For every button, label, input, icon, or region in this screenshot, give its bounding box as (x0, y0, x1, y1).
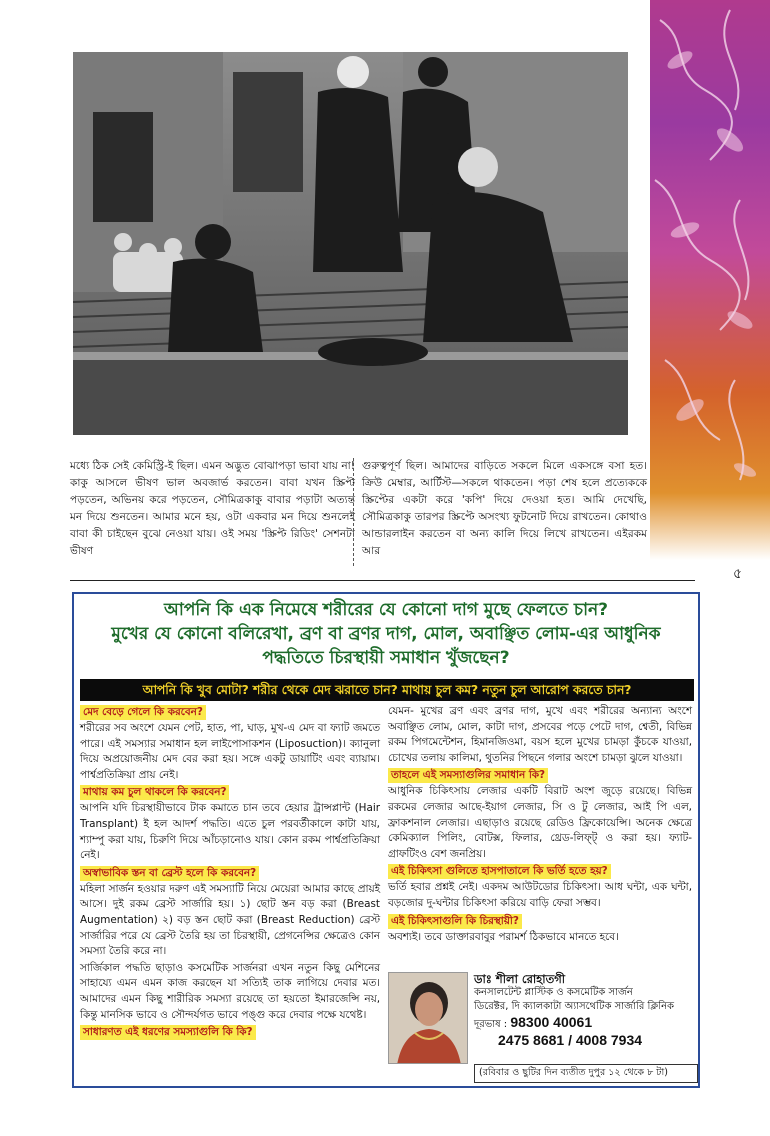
answer-breast: মহিলা সার্জন হওয়ার দরুণ এই সমস্যাটি নিয়ে মেয়েরা আমার কাছে প্রায়ই আসে। দুই রকম ব্রেস্ট সার্জারি হয়। ১) ছোট স্তন বড় করা (Breast Augmentation) ২) বড় স্তন ছোট করা (Breast Reduction) ব্রেস্ট সার্জারির পরে যে ব্রেস্ট তৈরি হয় তা চিরস্থায়ী, প্রেগনেন্সির ক্ষেত্রেও কোন সমস্যা তৈরি করে না। (80, 882, 380, 958)
doctor-name: ডাঃ শীলা রোহাতগী (474, 972, 566, 986)
ad-banner: আপনি কি খুব মোটা? শরীর থেকে মেদ ঝরাতে চান? মাথায় চুল কম? নতুন চুল আরোপ করতে চান? (80, 679, 694, 701)
question-common-problems: সাধারণত এই ধরণের সমস্যাগুলি কি কি? (80, 1025, 256, 1040)
question-breast: অস্বাভাবিক স্তন বা ব্রেস্ট হলে কি করবেন? (80, 866, 259, 881)
article-column-right: গুরুত্বপূর্ণ ছিল। আমাদের বাড়িতে সকলে মিলে একসঙ্গে বসা হত। ক্রিউ মেম্বার, আর্টিস্ট—সকলে থাকতেন। পড়া শেষ হলে প্রত্যেককে স্ক্রিপ্টের একটা করে 'কপি' দিয়ে দেওয়া হত। আমি দেখেছি, সৌমিত্রকাকু তারপর স্ক্রিপ্টে অসংখ্য ফুটনোট দিয়ে রাখতেন। কোথাও আন্ডারলাইন করতেন বা অন্য কালি দিয়ে লিখে রাখতেন। এইরকম আর (362, 460, 647, 557)
answer-machines: সার্জিকাল পদ্ধতি ছাড়াও কসমেটিক সার্জনরা এখন নতুন কিছু মেশিনের সাহায্যে এমন এমন কাজ করছেন যা সত্যিই তাক লাগিয়ে দেবার মত। আমাদের এমন কিছু শারীরিক সমস্যা রয়েছে তা হয়তো ইমারজেন্সি নয়, কিন্তু মানসিক ভাবে ও সৌন্দর্যগত ভাবে পঙ্গু করে দেবার পক্ষে যথেষ্ট। (80, 961, 380, 1021)
question-permanent: এই চিকিৎসাগুলি কি চিরস্থায়ী? (388, 914, 522, 929)
ad-column-left (80, 704, 380, 1041)
phone-label: দূরভাষ : (474, 1019, 508, 1030)
question-solution: তাহলে এই সমস্যাগুলির সমাধান কি? (388, 768, 548, 783)
section-divider (70, 580, 695, 581)
question-hospital: এই চিকিৎসা গুলিতে হাসপাতালে কি ভর্তি হতে হয়? (388, 864, 611, 879)
doctor-title: কনসালটেন্ট প্লাস্টিক ও কসমেটিক সার্জন (474, 987, 633, 998)
clinic-advertisement (72, 592, 700, 1088)
answer-solution: আধুনিক চিকিৎসায় লেজার একটি বিরাট অংশ জুড়ে রয়েছে। বিভিন্ন রকমের লেজার আছে-ইয়াগ লেজার, সি ও টু লেজার, আই পি এল, ফ্রাকশনাল লেজার। এছাড়াও রয়েছে রেডিও ফ্রিকোয়েন্সি। অনেক ক্ষেত্রে কেমিক্যাল পিলিং, বোটক্স, ফিলার, থ্রেড-লিফ্ট্ ও করা হয়। ফ্যাট-গ্রাফটিংও বেশ জনপ্রিয়। (388, 785, 692, 860)
answer-hair: আপনি যদি চিরস্থায়ীভাবে টাক কমাতে চান তবে হেয়ার ট্রান্সপ্লান্ট (Hair Transplant) ই হল আদর্শ পদ্ধতি। এতে চুল পরবর্তীকালে কাটা যায়, শ্যাম্পু করা যায়, চিরুণি দিয়ে আঁচড়ানোও যায়। কোন রকম পার্শ্বপ্রতিক্রিয়া নেই। (80, 802, 380, 862)
phone-number-mobile[interactable]: 98300 40061 (510, 1014, 593, 1030)
doctor-contact (474, 972, 694, 1049)
article-photo (73, 52, 628, 435)
answer-common-problems: যেমন- মুখের ব্রণ এবং ব্রণর দাগ, মুখে এবং শরীরের অন্যান্য অংশে অবাঞ্ছিত লোম, মোল, কাটা দাগ, প্রসবের পড়ে পেটে দাগ, শ্বেতী, বিভিন্ন রকম পিগমেন্টেশন, হিমানজিওমা, বয়স হলে মুখের চামড়া কুঁচকে যাওয়া, চোখের তলায় কালিমা, থুতনির পিছনে গলার অংশে চামড়া ঝুলে যাওয়া। (388, 705, 692, 764)
column-divider (353, 458, 354, 566)
ad-column-right (388, 704, 692, 946)
clinic-timing: (রবিবার ও ছুটির দিন ব্যতীত দুপুর ১২ থেকে ৮ টা) (474, 1064, 698, 1083)
ad-headline-line-2: মুখের যে কোনো বলিরেখা, ব্রণ বা ব্রণর দাগ, মোল, অবাঞ্ছিত লোম-এর আধুনিক (111, 624, 661, 644)
article-column-left: মধ্যে ঠিক সেই কেমিস্ট্রি-ই ছিল। এমন অদ্ভুত বোঝাপড়া ভাবা যায় না! কাকু আসলে ভীষণ ভাল অবজার্ভ করতেন। বাবা যখন স্ক্রিপ্ট পড়তেন, অভিনয় করে পড়তেন, সৌমিত্রকাকু বাবার পড়াটা অত্যন্ত মন দিয়ে শুনতেন। আমার মনে হয়, ওটা একবার মন দিয়ে শুনলেই বাবা কী চাইছেন বুঝে নেওয়া যায়। ওই সময় 'স্ক্রিপ্ট রিডিং' সেশনটা ভীষণ (70, 460, 355, 557)
doctor-clinic: ডিরেক্টর, দি ক্যালকাটা অ্যাসথেটিক সার্জারি ক্লিনিক (474, 1001, 675, 1012)
answer-fat: শরীরের সব অংশে যেমন পেট, হাত, পা, ঘাড়, মুখ-এ মেদ বা ফ্যাট জমতে পারে। এই সমস্যার সমাধান হল লাইপোসাকশন (Liposuction)। ক্যানুলা দিয়ে অপ্রয়োজনীয় মেদ বের করা হয়। সঙ্গে একটু ডায়াটিং এবং ব্যায়াম। পার্শ্বপ্রতিক্রিয়া প্রায় নেই। (80, 722, 380, 781)
ad-headline-line-1: আপনি কি এক নিমেষে শরীরের যে কোনো দাগ মুছে ফেলতে চান? (163, 600, 609, 620)
doctor-photo (388, 972, 468, 1064)
ad-headline (74, 594, 698, 680)
phone-number-landline[interactable]: 2475 8681 / 4008 7934 (498, 1032, 643, 1048)
doctor-portrait-graphic (389, 973, 468, 1064)
page-number: ৫ (733, 566, 743, 582)
question-fat: মেদ বেড়ে গেলে কি করবেন? (80, 705, 206, 720)
question-hair: মাথায় কম চুল থাকলে কি করবেন? (80, 785, 229, 800)
ad-headline-line-3: পদ্ধতিতে চিরস্থায়ী সমাধান খুঁজছেন? (262, 648, 510, 668)
decorative-floral-strip (650, 0, 770, 560)
photo-scene-graphic (73, 52, 628, 435)
floral-pattern-graphic (650, 0, 770, 560)
answer-permanent: অবশ্যই। তবে ডাক্তারবাবুর পরামর্শ ঠিকভাবে মানতে হবে। (388, 930, 619, 943)
answer-hospital: ভর্তি হবার প্রশ্নই নেই। একদম আউটডোর চিকিৎসা। আধ ঘন্টা, এক ঘন্টা, বড়জোর দু-ঘন্টার চিকিৎসা করিয়ে বাড়ি ফেরা সম্ভব। (388, 881, 692, 909)
